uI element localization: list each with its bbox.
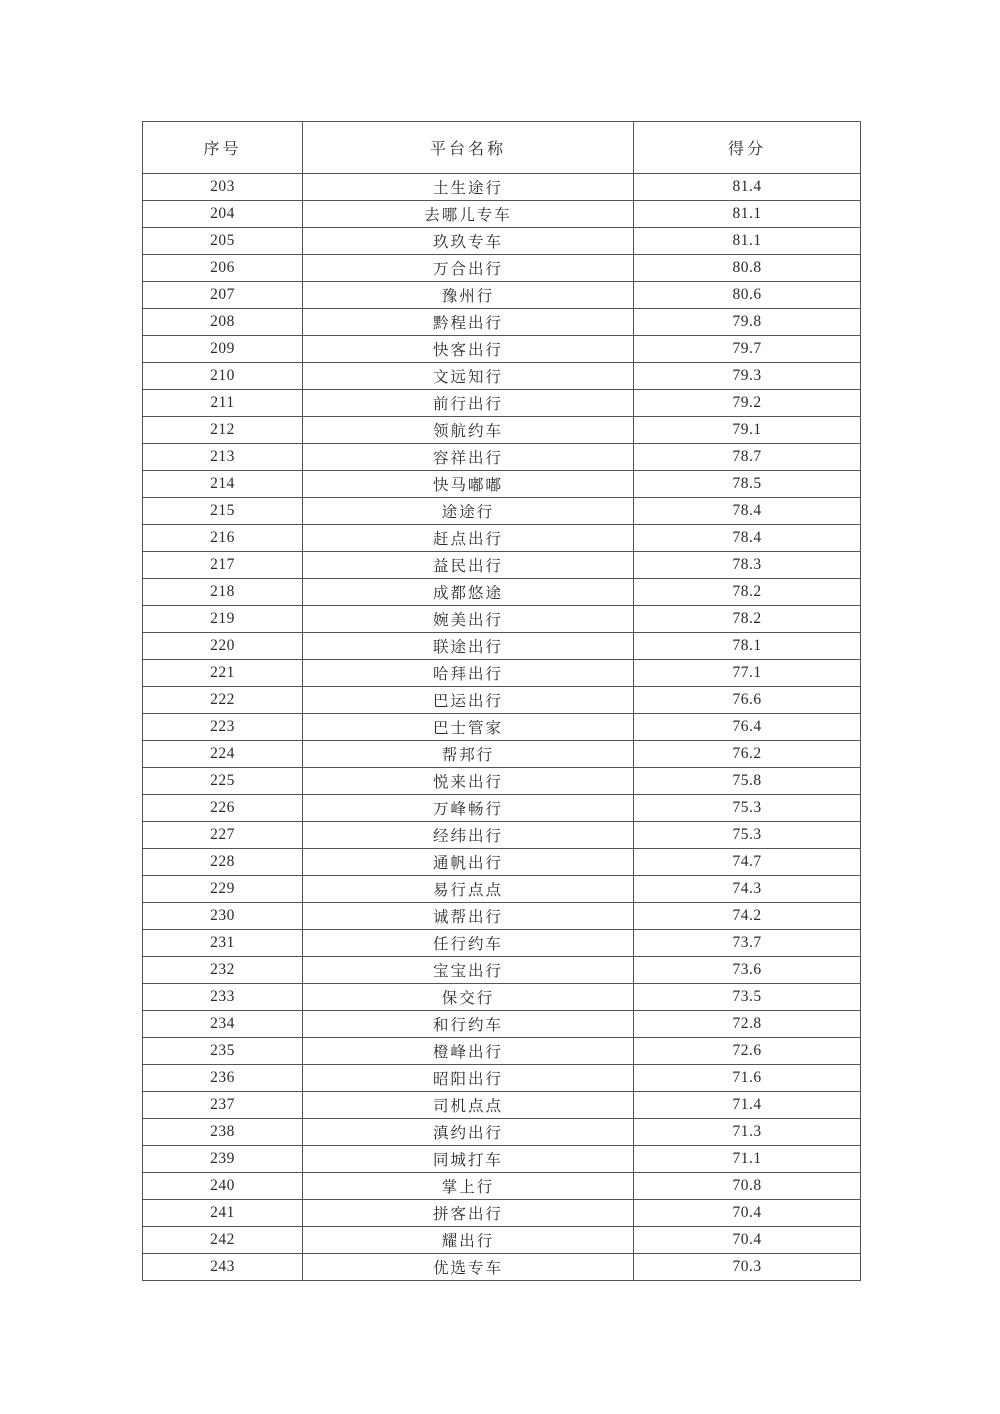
cell-platform: 任行约车 xyxy=(303,930,634,957)
table-row xyxy=(143,903,861,930)
cell-platform: 拼客出行 xyxy=(303,1200,634,1227)
cell-platform: 昭阳出行 xyxy=(303,1065,634,1092)
cell-serial: 206 xyxy=(143,255,303,282)
cell-serial: 217 xyxy=(143,552,303,579)
table-row xyxy=(143,201,861,228)
table-row xyxy=(143,930,861,957)
table-row xyxy=(143,660,861,687)
cell-platform: 容祥出行 xyxy=(303,444,634,471)
table-row xyxy=(143,849,861,876)
cell-serial: 210 xyxy=(143,363,303,390)
cell-platform: 文远知行 xyxy=(303,363,634,390)
table-row xyxy=(143,768,861,795)
table-row xyxy=(143,795,861,822)
cell-score: 76.4 xyxy=(634,714,861,741)
cell-platform: 巴运出行 xyxy=(303,687,634,714)
cell-serial: 216 xyxy=(143,525,303,552)
table-row xyxy=(143,606,861,633)
cell-score: 70.8 xyxy=(634,1173,861,1200)
cell-platform: 经纬出行 xyxy=(303,822,634,849)
cell-serial: 219 xyxy=(143,606,303,633)
table-row xyxy=(143,1092,861,1119)
cell-serial: 204 xyxy=(143,201,303,228)
cell-platform: 司机点点 xyxy=(303,1092,634,1119)
cell-platform: 婉美出行 xyxy=(303,606,634,633)
cell-score: 78.3 xyxy=(634,552,861,579)
cell-serial: 218 xyxy=(143,579,303,606)
table-row xyxy=(143,336,861,363)
cell-score: 73.7 xyxy=(634,930,861,957)
cell-platform: 领航约车 xyxy=(303,417,634,444)
cell-serial: 214 xyxy=(143,471,303,498)
table-row xyxy=(143,390,861,417)
cell-platform: 益民出行 xyxy=(303,552,634,579)
cell-score: 75.3 xyxy=(634,822,861,849)
cell-serial: 237 xyxy=(143,1092,303,1119)
cell-serial: 207 xyxy=(143,282,303,309)
cell-score: 77.1 xyxy=(634,660,861,687)
cell-serial: 232 xyxy=(143,957,303,984)
cell-score: 72.8 xyxy=(634,1011,861,1038)
cell-platform: 保交行 xyxy=(303,984,634,1011)
column-header-score: 得分 xyxy=(634,122,861,174)
table-row xyxy=(143,984,861,1011)
cell-serial: 222 xyxy=(143,687,303,714)
table-row xyxy=(143,255,861,282)
cell-score: 74.7 xyxy=(634,849,861,876)
table-row xyxy=(143,957,861,984)
table-row xyxy=(143,1200,861,1227)
table-row xyxy=(143,363,861,390)
cell-platform: 帮邦行 xyxy=(303,741,634,768)
cell-score: 79.8 xyxy=(634,309,861,336)
cell-serial: 236 xyxy=(143,1065,303,1092)
cell-score: 74.2 xyxy=(634,903,861,930)
cell-serial: 208 xyxy=(143,309,303,336)
cell-score: 72.6 xyxy=(634,1038,861,1065)
cell-serial: 220 xyxy=(143,633,303,660)
table-body xyxy=(143,174,861,1281)
cell-platform: 联途出行 xyxy=(303,633,634,660)
cell-score: 78.5 xyxy=(634,471,861,498)
cell-serial: 225 xyxy=(143,768,303,795)
table-row xyxy=(143,498,861,525)
cell-score: 80.6 xyxy=(634,282,861,309)
cell-platform: 橙峰出行 xyxy=(303,1038,634,1065)
cell-score: 78.4 xyxy=(634,525,861,552)
table-row xyxy=(143,1146,861,1173)
table-row xyxy=(143,1119,861,1146)
cell-score: 71.4 xyxy=(634,1092,861,1119)
cell-platform: 宝宝出行 xyxy=(303,957,634,984)
cell-platform: 快客出行 xyxy=(303,336,634,363)
platform-score-table xyxy=(142,121,861,1281)
table-row xyxy=(143,552,861,579)
table-row xyxy=(143,417,861,444)
cell-platform: 同城打车 xyxy=(303,1146,634,1173)
cell-platform: 和行约车 xyxy=(303,1011,634,1038)
table-row xyxy=(143,1254,861,1281)
cell-serial: 221 xyxy=(143,660,303,687)
table-row xyxy=(143,1011,861,1038)
cell-score: 81.1 xyxy=(634,228,861,255)
cell-serial: 243 xyxy=(143,1254,303,1281)
cell-serial: 226 xyxy=(143,795,303,822)
table-row xyxy=(143,228,861,255)
table-row xyxy=(143,741,861,768)
cell-platform: 赶点出行 xyxy=(303,525,634,552)
table-row xyxy=(143,633,861,660)
table-row xyxy=(143,174,861,201)
cell-serial: 229 xyxy=(143,876,303,903)
table-row xyxy=(143,714,861,741)
cell-score: 71.1 xyxy=(634,1146,861,1173)
table-row xyxy=(143,687,861,714)
cell-serial: 205 xyxy=(143,228,303,255)
cell-score: 74.3 xyxy=(634,876,861,903)
table-row xyxy=(143,471,861,498)
table-row xyxy=(143,1173,861,1200)
cell-score: 73.6 xyxy=(634,957,861,984)
table-row xyxy=(143,309,861,336)
table-row xyxy=(143,1065,861,1092)
cell-score: 70.4 xyxy=(634,1200,861,1227)
column-header-serial: 序号 xyxy=(143,122,303,174)
cell-score: 81.4 xyxy=(634,174,861,201)
table-row xyxy=(143,1227,861,1254)
table-row xyxy=(143,876,861,903)
cell-serial: 227 xyxy=(143,822,303,849)
cell-platform: 易行点点 xyxy=(303,876,634,903)
cell-score: 76.6 xyxy=(634,687,861,714)
table-row xyxy=(143,282,861,309)
cell-serial: 212 xyxy=(143,417,303,444)
cell-serial: 234 xyxy=(143,1011,303,1038)
cell-score: 78.2 xyxy=(634,579,861,606)
table-row xyxy=(143,444,861,471)
cell-platform: 黔程出行 xyxy=(303,309,634,336)
cell-platform: 巴士管家 xyxy=(303,714,634,741)
cell-platform: 优选专车 xyxy=(303,1254,634,1281)
cell-serial: 231 xyxy=(143,930,303,957)
cell-score: 70.4 xyxy=(634,1227,861,1254)
cell-serial: 223 xyxy=(143,714,303,741)
cell-platform: 哈拜出行 xyxy=(303,660,634,687)
cell-serial: 233 xyxy=(143,984,303,1011)
column-header-platform-name: 平台名称 xyxy=(303,122,634,174)
cell-score: 75.8 xyxy=(634,768,861,795)
cell-score: 81.1 xyxy=(634,201,861,228)
cell-platform: 土生途行 xyxy=(303,174,634,201)
cell-serial: 241 xyxy=(143,1200,303,1227)
cell-serial: 230 xyxy=(143,903,303,930)
cell-serial: 203 xyxy=(143,174,303,201)
cell-score: 78.1 xyxy=(634,633,861,660)
cell-platform: 成都悠途 xyxy=(303,579,634,606)
table-row xyxy=(143,579,861,606)
cell-score: 78.2 xyxy=(634,606,861,633)
cell-score: 80.8 xyxy=(634,255,861,282)
table-row xyxy=(143,1038,861,1065)
cell-serial: 242 xyxy=(143,1227,303,1254)
cell-serial: 228 xyxy=(143,849,303,876)
table-row xyxy=(143,822,861,849)
cell-score: 70.3 xyxy=(634,1254,861,1281)
cell-platform: 通帆出行 xyxy=(303,849,634,876)
cell-platform: 掌上行 xyxy=(303,1173,634,1200)
cell-platform: 途途行 xyxy=(303,498,634,525)
table-header-row xyxy=(143,122,861,174)
cell-score: 79.1 xyxy=(634,417,861,444)
cell-serial: 235 xyxy=(143,1038,303,1065)
cell-platform: 诚帮出行 xyxy=(303,903,634,930)
cell-score: 73.5 xyxy=(634,984,861,1011)
cell-serial: 240 xyxy=(143,1173,303,1200)
cell-serial: 215 xyxy=(143,498,303,525)
cell-score: 71.6 xyxy=(634,1065,861,1092)
cell-platform: 快马嘟嘟 xyxy=(303,471,634,498)
cell-platform: 万合出行 xyxy=(303,255,634,282)
cell-platform: 玖玖专车 xyxy=(303,228,634,255)
cell-platform: 去哪儿专车 xyxy=(303,201,634,228)
cell-score: 79.2 xyxy=(634,390,861,417)
cell-serial: 238 xyxy=(143,1119,303,1146)
cell-score: 78.4 xyxy=(634,498,861,525)
cell-platform: 万峰畅行 xyxy=(303,795,634,822)
table-row xyxy=(143,525,861,552)
cell-platform: 滇约出行 xyxy=(303,1119,634,1146)
cell-score: 78.7 xyxy=(634,444,861,471)
cell-score: 79.3 xyxy=(634,363,861,390)
cell-score: 75.3 xyxy=(634,795,861,822)
cell-platform: 前行出行 xyxy=(303,390,634,417)
cell-platform: 悦来出行 xyxy=(303,768,634,795)
cell-score: 76.2 xyxy=(634,741,861,768)
cell-serial: 211 xyxy=(143,390,303,417)
cell-platform: 耀出行 xyxy=(303,1227,634,1254)
cell-serial: 209 xyxy=(143,336,303,363)
cell-score: 71.3 xyxy=(634,1119,861,1146)
cell-serial: 213 xyxy=(143,444,303,471)
cell-serial: 239 xyxy=(143,1146,303,1173)
cell-score: 79.7 xyxy=(634,336,861,363)
cell-platform: 豫州行 xyxy=(303,282,634,309)
cell-serial: 224 xyxy=(143,741,303,768)
